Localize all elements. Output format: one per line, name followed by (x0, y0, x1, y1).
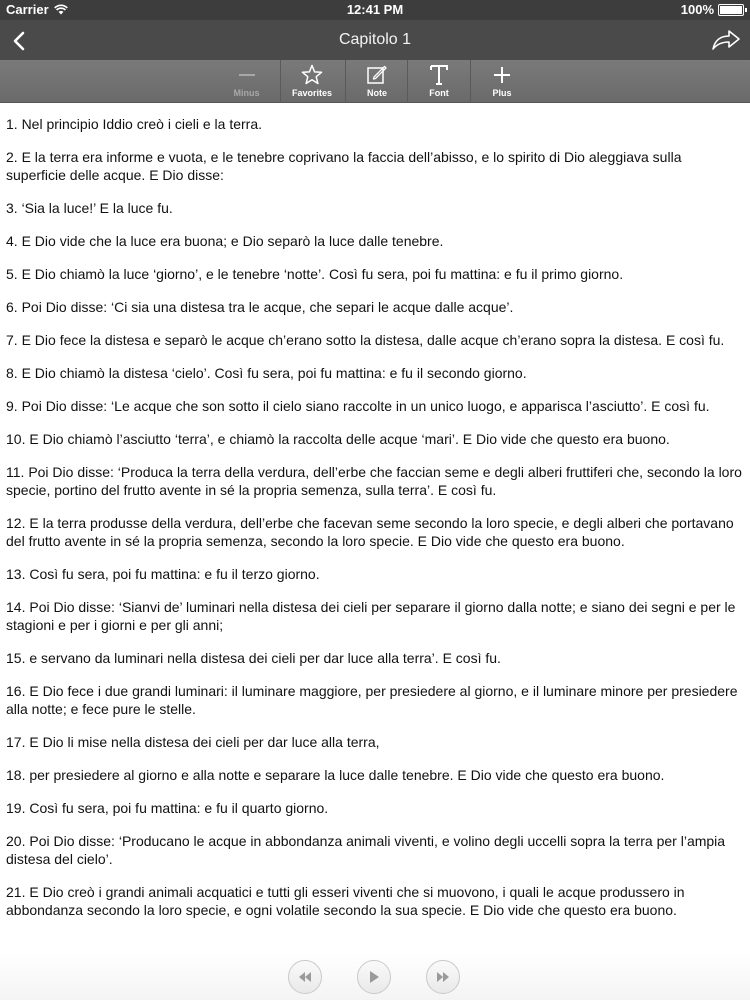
note-button[interactable] (345, 60, 408, 103)
verse[interactable]: 1. Nel principio Iddio creò i cieli e la terra. (6, 116, 263, 132)
font-button[interactable] (407, 60, 470, 103)
fast-forward-button[interactable] (426, 960, 460, 994)
share-button[interactable] (710, 26, 742, 56)
status-time: 12:41 PM (346, 2, 404, 17)
carrier-label: Carrier (6, 2, 49, 17)
verse[interactable]: 13. Così fu sera, poi fu mattina: e fu il terzo giorno. (6, 566, 320, 582)
battery-icon (718, 4, 744, 16)
rewind-button[interactable] (288, 960, 322, 994)
verse[interactable]: 10. E Dio chiamò l’asciutto ‘terra’, e chiamò la raccolta delle acque ‘mari’. E Dio vide che questo era buono. (6, 431, 670, 447)
note-edit-icon (365, 63, 389, 87)
verse[interactable]: 11. Poi Dio disse: ‘Produca la terra della verdura, dell’erbe che faccian seme e degli alberi fruttiferi che, secondo la loro specie, portino del frutto avente in sé la propria semenza, sulla terra’. E così fu. (6, 464, 742, 498)
verse[interactable]: 16. E Dio fece i due grandi luminari: il luminare maggiore, per presiedere al giorno, e il luminare minore per presiedere alla notte; e fece pure le stelle. (6, 683, 738, 717)
play-button[interactable] (357, 960, 391, 994)
star-icon (300, 63, 324, 87)
chevron-left-icon (6, 26, 36, 56)
verse[interactable]: 7. E Dio fece la distesa e separò le acque ch’erano sotto la distesa, dalle acque ch’erano sopra la distesa. E così fu. (6, 332, 725, 348)
verse[interactable]: 8. E Dio chiamò la distesa ‘cielo’. Così fu sera, poi fu mattina: e fu il secondo giorno. (6, 365, 527, 381)
verse[interactable]: 5. E Dio chiamò la luce ‘giorno’, e le tenebre ‘notte’. Così fu sera, poi fu mattina: e fu il primo giorno. (6, 266, 624, 282)
verse[interactable]: 18. per presiedere al giorno e alla notte e separare la luce dalle tenebre. E Dio vide che questo era buono. (6, 767, 665, 783)
verse[interactable]: 19. Così fu sera, poi fu mattina: e fu il quarto giorno. (6, 800, 329, 816)
battery-percent: 100% (680, 2, 714, 17)
verse[interactable]: 17. E Dio li mise nella distesa dei cieli per dar luce alla terra, (6, 734, 380, 750)
chapter-text[interactable] (0, 104, 750, 952)
plus-button[interactable] (470, 60, 533, 103)
play-icon (368, 970, 380, 984)
verse[interactable]: 4. E Dio vide che la luce era buona; e Dio separò la luce dalle tenebre. (6, 233, 444, 249)
verse[interactable]: 9. Poi Dio disse: ‘Le acque che son sotto il cielo siano raccolte in un unico luogo, e apparisca l’asciutto’. E così fu. (6, 398, 710, 414)
navigation-bar (0, 20, 750, 60)
fast-forward-icon (436, 971, 450, 983)
minus-icon (235, 63, 259, 87)
font-label: Font (429, 88, 449, 98)
favorites-button[interactable] (280, 60, 343, 103)
verse[interactable]: 6. Poi Dio disse: ‘Ci sia una distesa tra le acque, che separi le acque dalle acque’. (6, 299, 514, 315)
status-bar (0, 0, 750, 20)
plus-label: Plus (492, 88, 512, 98)
toolbar (0, 60, 750, 103)
verse[interactable]: 2. E la terra era informe e vuota, e le tenebre coprivano la faccia dell’abisso, e lo spirito di Dio aleggiava sulla superficie delle acque. E Dio disse: (6, 149, 682, 183)
verse[interactable]: 3. ‘Sia la luce!’ E la luce fu. (6, 200, 173, 216)
note-label: Note (367, 88, 387, 98)
verse[interactable]: 14. Poi Dio disse: ‘Sianvi de’ luminari nella distesa dei cieli per separare il giorno dalla notte; e siano dei segni e per le stagioni e per i giorni e per gli anni; (6, 599, 736, 633)
share-arrow-icon (710, 26, 742, 56)
verse[interactable]: 21. E Dio creò i grandi animali acquatici e tutti gli esseri viventi che si muovono, i quali le acque produssero in abbondanza secondo la loro specie, e ogni volatile secondo la sua specie. E Dio vide che questo era buono. (6, 884, 685, 918)
plus-icon (490, 63, 514, 87)
favorites-label: Favorites (291, 88, 333, 98)
page-title: Capitolo 1 (338, 31, 412, 48)
minus-button[interactable] (215, 60, 278, 103)
font-t-icon (427, 63, 451, 87)
minus-label: Minus (233, 88, 260, 98)
audio-player (0, 952, 750, 1000)
verse[interactable]: 12. E la terra produsse della verdura, dell’erbe che facevan seme secondo la loro specie, e degli alberi che portavano del frutto avente in sé la propria semenza, secondo la loro specie. E Dio vide che questo era buono. (6, 515, 734, 549)
back-button[interactable] (6, 26, 36, 56)
verse[interactable]: 20. Poi Dio disse: ‘Producano le acque in abbondanza animali viventi, e volino degli uccelli sopra la terra per l’ampia distesa del cielo’. (6, 833, 726, 867)
rewind-icon (298, 971, 312, 983)
verse[interactable]: 15. e servano da luminari nella distesa dei cieli per dar luce alla terra’. E così fu. (6, 650, 501, 666)
battery-group (681, 2, 744, 17)
